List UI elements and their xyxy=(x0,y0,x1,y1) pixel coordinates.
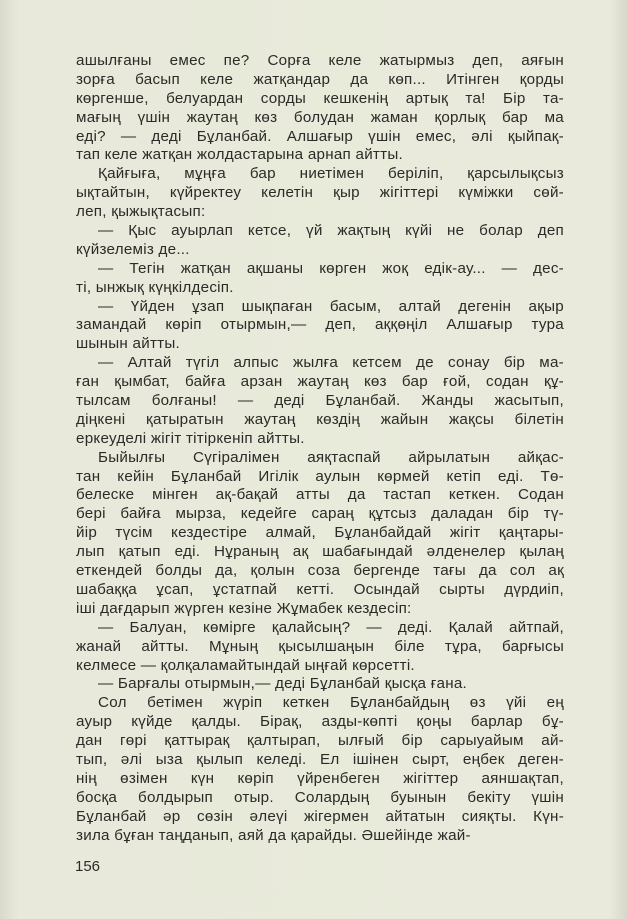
text-line: ті, ынжық күңкілдесіп. xyxy=(76,278,234,296)
text-line: мағың үшін жаутаң көз болудан жаман қорлық бар ма xyxy=(76,108,564,126)
text-line: Сол бетімен жүріп кеткен Бұланбайдың өз үйі ең xyxy=(98,694,564,712)
text-line: еді? — деді Бұланбай. Алшағыр үшін емес, әлі қыйпақ- xyxy=(76,127,564,145)
text-line: еркеуделі жігіт тітіркеніп айтты. xyxy=(76,429,305,447)
text-line: белеске мінген ақ-бақай атты да тастап кеткен. Содан xyxy=(76,486,564,504)
text-line: тап келе жатқан жолдастарына арнап айтты. xyxy=(76,146,403,164)
text-line: тан кейін Бұланбай Игілік аулын көрмей кетіп еді. Тө- xyxy=(76,467,564,485)
text-line: босқа болдырып отыр. Солардың буынын бекіту үшін xyxy=(76,788,564,806)
text-line: тып, әлі ыза қылып келеді. Ел ішінен сырт, еңбек деген- xyxy=(76,750,564,768)
text-line: ашылғаны емес пе? Сорға келе жатырмыз деп, аяғын xyxy=(76,52,564,69)
text-line: діңкені қатыратын жаутаң көздің жайын жақсы білетін xyxy=(76,410,564,428)
text-line: күйзелеміз де... xyxy=(76,240,190,258)
text-line: нің өзімен күн көріп үйренбеген жігіттер аяншақтап, xyxy=(76,769,564,787)
text-line: зила бұған таңданып, аяй да қарайды. Әшейінде жай- xyxy=(76,826,471,844)
text-line: — Балуан, көмірге қалайсың? — деді. Қалай айтпай, xyxy=(98,618,564,636)
text-line: ған қымбат, байға арзан жаутаң көз бар ғой, содан құ- xyxy=(76,373,564,391)
text-line: — Қыс ауырлап кетсе, үй жақтың күйі не болар деп xyxy=(98,222,564,240)
text-line: еткендей болды да, қолын соза бергенде тағы да сол ақ xyxy=(76,562,564,580)
text-line: шынын айтты. xyxy=(76,335,180,353)
text-line: Быйылғы Сүгіралімен аяқтаспай айрылатын айқас- xyxy=(98,448,564,466)
text-line: лып қатып еді. Нұраның ақ шабағындай әлденелер қылаң xyxy=(76,543,564,561)
text-line: Бұланбай әр сөзін әлеүі жігермен айтатын сияқты. Күн- xyxy=(76,807,564,825)
text-line: замандай көріп отырмын,— деп, аққөңіл Алшағыр тура xyxy=(76,316,564,334)
text-line: тылсам болғаны! — деді Бұланбай. Жанды жасытып, xyxy=(76,392,564,410)
text-line: — Алтай түгіл алпыс жылға кетсем де сонау бір ма- xyxy=(98,354,564,372)
text-line: ауыр күйде қалды. Бірақ, азды-көпті қоңы барлар бұ- xyxy=(76,713,564,731)
page-number: 156 xyxy=(75,858,101,875)
text-line: — Тегін жатқан ақшаны көрген жоқ едік-ау... — дес- xyxy=(98,259,564,277)
text-line: іші дағдарып жүрген кезіне Жұмабек кездесіп: xyxy=(76,599,412,617)
text-line: келмесе — қолқаламайтындай ыңғай көрсетті. xyxy=(76,656,415,674)
text-line: зорға басып келе жатқандар да көп... Итінген қорды xyxy=(76,70,564,88)
text-line: леп, қыжықтасып: xyxy=(76,203,206,221)
text-line: Қайғыға, мұңға бар ниетімен беріліп, қарсылықсыз xyxy=(98,165,564,183)
text-line: ықтайтын, күйректеу келетін қыр жігіттері күміжки сөй- xyxy=(76,184,564,202)
text-line: жанай айтты. Мұның қысылшаңын біле тұра, барғысы xyxy=(76,637,564,655)
text-line: дан гөрі қаттырақ қалтырап, ылғый бір сарыуайым ай- xyxy=(76,732,564,750)
text-line: шабаққа ұсап, ұстатпай кетті. Осындай сырты дүрдиіп, xyxy=(76,580,564,598)
text-line: — Барғалы отырмын,— деді Бұланбай қысқа ғана. xyxy=(98,675,467,693)
text-line: көргенше, белуардан сорды кешкенің артық та! Бір та- xyxy=(76,89,564,107)
body-text xyxy=(76,52,564,845)
text-line: йір түсім кездестіре алмай, Бұланбайдай жігіт қаңтары- xyxy=(76,524,564,542)
text-line: — Үйден ұзап шықпаған басым, алтай дегенін ақыр xyxy=(98,297,564,315)
text-line: бері байға мырза, кедейге сараң құтсыз даладан бір тү- xyxy=(76,505,564,523)
